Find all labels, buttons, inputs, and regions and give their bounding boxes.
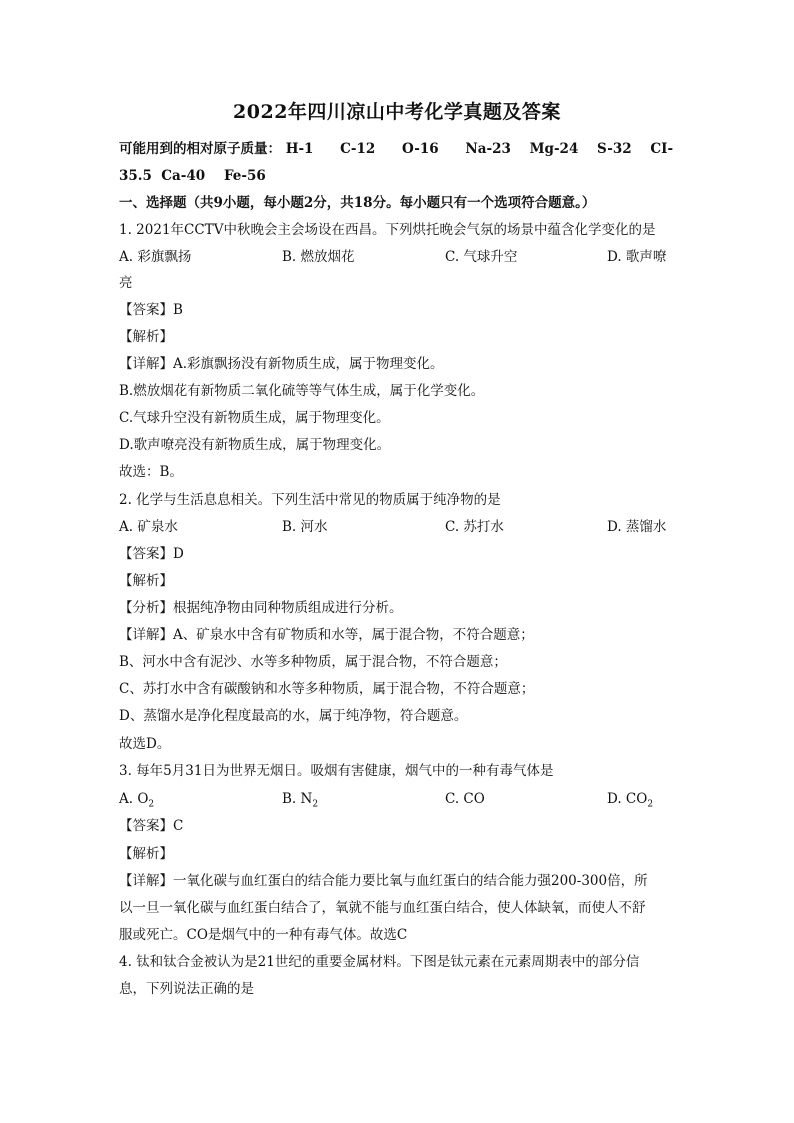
- q2-option-b: B. 河水: [282, 519, 328, 535]
- q3-option-d-text: D. CO: [607, 791, 648, 807]
- q3-stem: 3. 每年5月31日为世界无烟日。吸烟有害健康，烟气中的一种有毒气体是: [119, 763, 554, 779]
- q3-detail-line: 服或死亡。CO是烟气中的一种有毒气体。故选C: [119, 927, 408, 943]
- q2-answer: 【答案】D: [119, 546, 184, 562]
- q1-option-b: B. 燃放烟花: [282, 249, 355, 265]
- atomic-mass-line: [119, 140, 673, 158]
- q1-detail-line: D.歌声嘹亮没有新物质生成，属于物理变化。: [119, 437, 391, 453]
- atomic-mass-label: 可能用到的相对原子质量：: [119, 141, 281, 157]
- q2-option-a: A. 矿泉水: [119, 519, 178, 535]
- atomic-mass-c: C-12: [340, 141, 376, 157]
- q3-option-a: [119, 790, 154, 808]
- q1-detail-line: C.气球升空没有新物质生成，属于物理变化。: [119, 410, 390, 426]
- q2-detail-line: B、河水中含有泥沙、水等多种物质，属于混合物，不符合题意；: [119, 654, 507, 670]
- q3-analysis: 【解析】: [119, 846, 173, 862]
- q3-option-a-subscript: 2: [148, 799, 155, 810]
- q2-conclusion: 故选D。: [119, 736, 171, 752]
- q1-option-d-wrap: 亮: [119, 275, 133, 291]
- atomic-mass-line-2: 35.5 Ca-40 Fe-56: [119, 168, 266, 184]
- q3-option-c: [445, 790, 485, 808]
- q1-conclusion: 故选：B。: [119, 464, 183, 480]
- q2-detail-line: 【详解】A、矿泉水中含有矿物质和水等，属于混合物，不符合题意；: [119, 627, 534, 643]
- q3-option-a-text: A. O: [119, 791, 149, 807]
- atomic-mass-o: O-16: [402, 141, 439, 157]
- atomic-mass-na: Na-23: [465, 141, 511, 157]
- q3-option-c-text: C. CO: [445, 791, 485, 807]
- q1-option-d: D. 歌声嘹: [607, 249, 667, 265]
- q1-stem: 1. 2021年CCTV中秋晚会主会场设在西昌。下列烘托晚会气氛的场景中蕴含化学变化的是: [119, 222, 656, 238]
- q2-detail-line: C、苏打水中含有碳酸钠和水等多种物质，属于混合物，不符合题意；: [119, 681, 535, 697]
- q3-answer: 【答案】C: [119, 818, 184, 834]
- section-heading: 一、选择题（共9小题，每小题2分，共18分。每小题只有一个选项符合题意。）: [119, 195, 596, 211]
- q3-detail-line: 以一旦一氧化碳与血红蛋白结合了，氧就不能与血红蛋白结合，使人体缺氧，而使人不舒: [119, 900, 646, 916]
- q2-detail-line: D、蒸馏水是净化程度最高的水，属于纯净物，符合题意。: [119, 708, 468, 724]
- q2-option-d: D. 蒸馏水: [607, 519, 667, 535]
- q1-detail-line: 【详解】A.彩旗飘扬没有新物质生成，属于物理变化。: [119, 356, 444, 372]
- q4-stem-line: 息，下列说法正确的是: [119, 981, 254, 997]
- q1-option-a: A. 彩旗飘扬: [119, 249, 192, 265]
- q4-stem-line: 4. 钛和钛合金被认为是21世纪的重要金属材料。下图是钛元素在元素周期表中的部分信: [119, 954, 640, 970]
- q3-detail-line: 【详解】一氧化碳与血红蛋白的结合能力要比氧与血红蛋白的结合能力强200-300倍，所: [119, 873, 648, 889]
- atomic-mass-cl: CI-: [650, 141, 674, 157]
- q3-option-b-subscript: 2: [312, 799, 319, 810]
- q1-answer: 【答案】B: [119, 302, 183, 318]
- q3-option-d: [607, 790, 653, 808]
- q2-analysis: 【解析】: [119, 573, 173, 589]
- atomic-mass-mg: Mg-24: [529, 141, 579, 157]
- atomic-mass-h: H-1: [285, 141, 314, 157]
- atomic-mass-s: S-32: [597, 141, 632, 157]
- page-title: 2022年四川凉山中考化学真题及答案: [233, 101, 561, 123]
- q2-stem: 2. 化学与生活息息相关。下列生活中常见的物质属于纯净物的是: [119, 492, 501, 508]
- q2-detail-line: 【分析】根据纯净物由同种物质组成进行分析。: [119, 600, 403, 616]
- q3-option-d-subscript: 2: [647, 799, 654, 810]
- q3-option-b-text: B. N: [282, 791, 313, 807]
- q1-analysis: 【解析】: [119, 329, 173, 345]
- q3-option-b: [282, 790, 318, 808]
- q1-option-c: C. 气球升空: [445, 249, 518, 265]
- q1-detail-line: B.燃放烟花有新物质二氧化硫等等气体生成，属于化学变化。: [119, 383, 485, 399]
- q2-option-c: C. 苏打水: [445, 519, 504, 535]
